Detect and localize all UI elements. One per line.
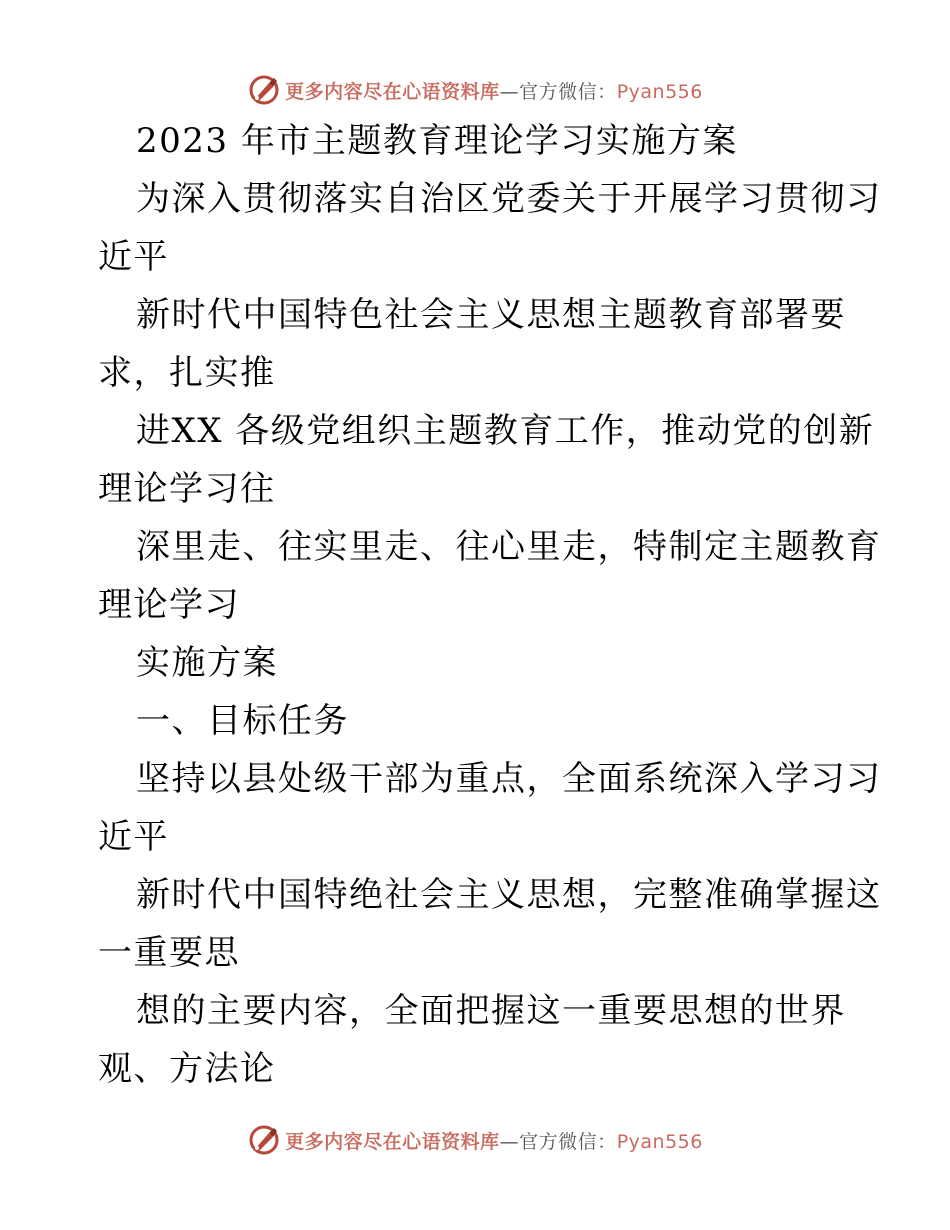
header-watermark-banner [0, 70, 950, 110]
doc-line: 理论学习往 [98, 469, 276, 509]
footer-watermark-banner [0, 1120, 950, 1160]
doc-line: 深里走、往实里走、往心里走，特制定主题教育 [136, 527, 882, 567]
banner-text [285, 1127, 703, 1154]
doc-line: 进XX 各级党组织主题教育工作，推动党的创新 [136, 411, 875, 451]
banner-wechat-label: —官方微信： [499, 80, 617, 103]
section-heading: 一、目标任务 [136, 701, 349, 741]
doc-title: 2023 年市主题教育理论学习实施方案 [136, 121, 738, 161]
doc-line: 近平 [98, 237, 169, 277]
doc-line: 一重要思 [98, 933, 240, 973]
doc-line: 近平 [98, 817, 169, 857]
banner-title: 更多内容尽在心语资料库 [285, 1130, 500, 1153]
banner-wechat-id: Pyan556 [616, 1130, 703, 1153]
banner-title: 更多内容尽在心语资料库 [285, 80, 500, 103]
doc-line: 观、方法论 [98, 1049, 276, 1089]
banner-text [285, 77, 703, 104]
doc-line: 新时代中国特色社会主义思想主题教育部署要 [136, 295, 846, 335]
pen-logo-icon [247, 1123, 281, 1157]
doc-line: 坚持以县处级干部为重点，全面系统深入学习习 [136, 759, 882, 799]
banner-wechat-id: Pyan556 [616, 80, 703, 103]
doc-line: 为深入贯彻落实自治区党委关于开展学习贯彻习 [136, 179, 882, 219]
banner-wechat-label: —官方微信： [499, 1130, 617, 1153]
doc-line: 求，扎实推 [98, 353, 276, 393]
document-body [98, 112, 882, 1098]
doc-line: 理论学习 [98, 585, 240, 625]
doc-line: 实施方案 [136, 643, 278, 683]
doc-line: 想的主要内容，全面把握这一重要思想的世界 [136, 991, 846, 1031]
doc-line: 新时代中国特绝社会主义思想，完整准确掌握这 [136, 875, 882, 915]
pen-logo-icon [247, 73, 281, 107]
